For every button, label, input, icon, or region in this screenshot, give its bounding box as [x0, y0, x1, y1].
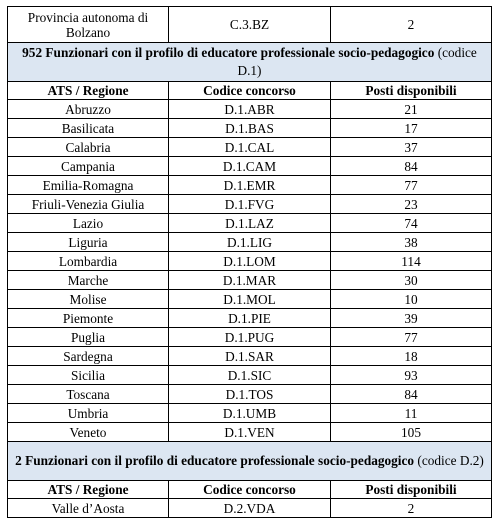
code-cell: D.1.FVG [169, 195, 331, 214]
region-cell: Campania [8, 157, 169, 176]
code-cell: D.1.PUG [169, 328, 331, 347]
section-title: 952 Funzionari con il profilo di educatore professionale socio-pedagogico [22, 45, 435, 60]
table-row [8, 328, 492, 347]
table-row [8, 347, 492, 366]
region-cell: Friuli-Venezia Giulia [8, 195, 169, 214]
posts-cell: 114 [331, 252, 492, 271]
section-title-cell [8, 43, 492, 82]
table-row [8, 176, 492, 195]
code-cell: D.1.MOL [169, 290, 331, 309]
posts-cell: 39 [331, 309, 492, 328]
region-cell: Valle d’Aosta [8, 499, 169, 518]
table-row [8, 385, 492, 404]
posts-cell: 93 [331, 366, 492, 385]
code-cell: D.1.MAR [169, 271, 331, 290]
code-cell: C.3.BZ [169, 7, 331, 43]
region-cell: Liguria [8, 233, 169, 252]
posts-cell: 11 [331, 404, 492, 423]
posts-cell: 84 [331, 157, 492, 176]
column-header-code: Codice concorso [169, 82, 331, 100]
region-cell: Lazio [8, 214, 169, 233]
posts-cell: 38 [331, 233, 492, 252]
table-row [8, 100, 492, 119]
table-row [8, 233, 492, 252]
posts-cell: 77 [331, 176, 492, 195]
column-header-region: ATS / Regione [8, 82, 169, 100]
code-cell: D.1.LAZ [169, 214, 331, 233]
posts-cell: 77 [331, 328, 492, 347]
table-row [8, 119, 492, 138]
posts-cell: 84 [331, 385, 492, 404]
table-row [8, 271, 492, 290]
column-header-posts: Posti disponibili [331, 82, 492, 100]
table-row [8, 252, 492, 271]
table-row [8, 195, 492, 214]
code-cell: D.2.VDA [169, 499, 331, 518]
posts-table [7, 6, 492, 518]
table-row [8, 499, 492, 518]
table-row [8, 404, 492, 423]
section-code-note: (codice D.2) [417, 453, 484, 468]
section-title: 2 Funzionari con il profilo di educatore professionale socio-pedagogico [15, 453, 415, 468]
table-row [8, 366, 492, 385]
region-cell: Sicilia [8, 366, 169, 385]
table-row [8, 157, 492, 176]
table-row [8, 138, 492, 157]
section-title-cell [8, 442, 492, 481]
code-cell: D.1.VEN [169, 423, 331, 442]
code-cell: D.1.SIC [169, 366, 331, 385]
posts-cell: 23 [331, 195, 492, 214]
posts-cell: 2 [331, 7, 492, 43]
region-cell: Provincia autonoma di Bolzano [8, 7, 169, 43]
posts-cell: 37 [331, 138, 492, 157]
table-row [8, 423, 492, 442]
posts-cell: 74 [331, 214, 492, 233]
posts-cell: 2 [331, 499, 492, 518]
column-header-row [8, 481, 492, 499]
table-row [8, 309, 492, 328]
region-cell: Molise [8, 290, 169, 309]
region-cell: Piemonte [8, 309, 169, 328]
column-header-posts: Posti disponibili [331, 481, 492, 499]
region-cell: Puglia [8, 328, 169, 347]
region-cell: Emilia-Romagna [8, 176, 169, 195]
column-header-region: ATS / Regione [8, 481, 169, 499]
region-cell: Umbria [8, 404, 169, 423]
section-header [8, 43, 492, 82]
region-cell: Abruzzo [8, 100, 169, 119]
region-cell: Basilicata [8, 119, 169, 138]
column-header-row [8, 82, 492, 100]
table-row [8, 214, 492, 233]
code-cell: D.1.LIG [169, 233, 331, 252]
posts-cell: 18 [331, 347, 492, 366]
code-cell: D.1.CAL [169, 138, 331, 157]
code-cell: D.1.ABR [169, 100, 331, 119]
section-header [8, 442, 492, 481]
code-cell: D.1.TOS [169, 385, 331, 404]
posts-cell: 21 [331, 100, 492, 119]
column-header-code: Codice concorso [169, 481, 331, 499]
region-cell: Sardegna [8, 347, 169, 366]
code-cell: D.1.EMR [169, 176, 331, 195]
code-cell: D.1.CAM [169, 157, 331, 176]
table-row [8, 290, 492, 309]
posts-cell: 30 [331, 271, 492, 290]
posts-cell: 10 [331, 290, 492, 309]
section-code-note: (codice D.1) [237, 45, 477, 78]
region-cell: Marche [8, 271, 169, 290]
code-cell: D.1.SAR [169, 347, 331, 366]
region-cell: Lombardia [8, 252, 169, 271]
code-cell: D.1.LOM [169, 252, 331, 271]
code-cell: D.1.UMB [169, 404, 331, 423]
table-row [8, 7, 492, 43]
code-cell: D.1.BAS [169, 119, 331, 138]
posts-cell: 105 [331, 423, 492, 442]
region-cell: Toscana [8, 385, 169, 404]
region-cell: Veneto [8, 423, 169, 442]
posts-cell: 17 [331, 119, 492, 138]
code-cell: D.1.PIE [169, 309, 331, 328]
region-cell: Calabria [8, 138, 169, 157]
